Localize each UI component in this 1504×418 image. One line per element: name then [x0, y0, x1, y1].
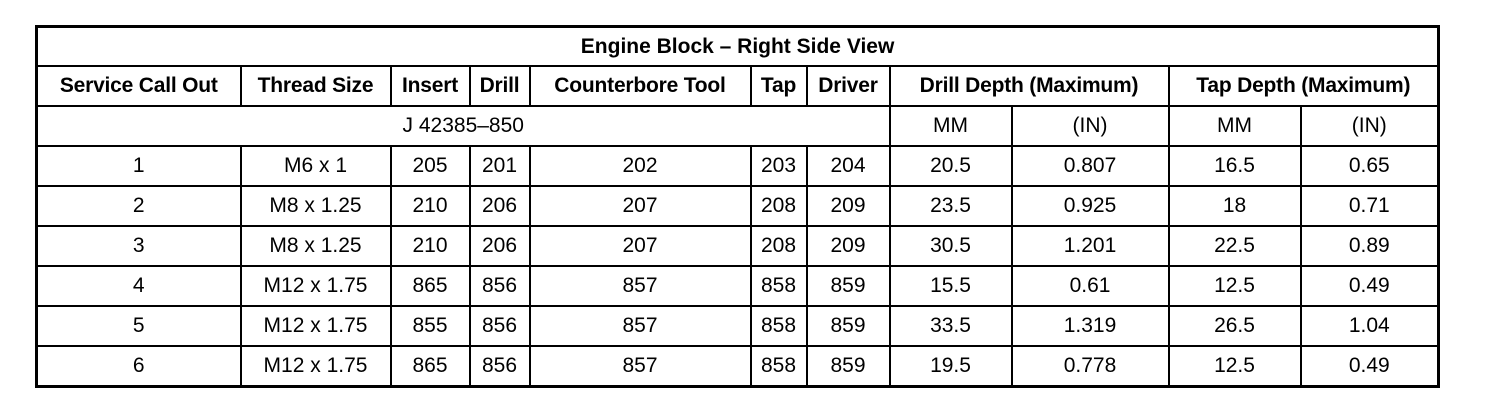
table-row: [37, 226, 1439, 266]
cell-service-call-out: 6: [37, 346, 241, 387]
cell-counterbore-tool: 202: [530, 146, 751, 186]
cell-drill-depth-mm: 20.5: [890, 146, 1012, 186]
cell-tap-depth-in: 0.49: [1301, 266, 1439, 306]
cell-tap: 203: [751, 146, 807, 186]
cell-tap-depth-in: 0.89: [1301, 226, 1439, 266]
cell-drill-depth-in: 0.778: [1012, 346, 1169, 387]
header-drill: Drill: [470, 66, 530, 106]
cell-driver: 859: [807, 266, 890, 306]
cell-tap: 208: [751, 186, 807, 226]
cell-drill-depth-mm: 30.5: [890, 226, 1012, 266]
cell-tap-depth-mm: 22.5: [1169, 226, 1301, 266]
cell-tap: 208: [751, 226, 807, 266]
cell-service-call-out: 5: [37, 306, 241, 346]
table-container: [35, 25, 1440, 388]
cell-thread-size: M8 x 1.25: [241, 186, 391, 226]
cell-tap: 858: [751, 266, 807, 306]
cell-tap-depth-in: 0.65: [1301, 146, 1439, 186]
cell-counterbore-tool: 857: [530, 346, 751, 387]
cell-counterbore-tool: 207: [530, 226, 751, 266]
unit-tap-mm: MM: [1169, 106, 1301, 146]
table-row: [37, 146, 1439, 186]
cell-driver: 209: [807, 226, 890, 266]
cell-drill-depth-in: 1.201: [1012, 226, 1169, 266]
cell-tap-depth-mm: 26.5: [1169, 306, 1301, 346]
cell-drill-depth-in: 1.319: [1012, 306, 1169, 346]
cell-thread-size: M12 x 1.75: [241, 306, 391, 346]
table-row: [37, 346, 1439, 387]
unit-drill-in: (IN): [1012, 106, 1169, 146]
cell-driver: 204: [807, 146, 890, 186]
cell-tap-depth-in: 0.71: [1301, 186, 1439, 226]
cell-service-call-out: 3: [37, 226, 241, 266]
cell-driver: 859: [807, 306, 890, 346]
cell-drill-depth-in: 0.61: [1012, 266, 1169, 306]
unit-drill-mm: MM: [890, 106, 1012, 146]
cell-tap-depth-in: 1.04: [1301, 306, 1439, 346]
header-counterbore-tool: Counterbore Tool: [530, 66, 751, 106]
cell-drill: 206: [470, 226, 530, 266]
header-tap-depth: Tap Depth (Maximum): [1169, 66, 1439, 106]
header-thread-size: Thread Size: [241, 66, 391, 106]
header-service-call-out: Service Call Out: [37, 66, 241, 106]
cell-insert: 210: [391, 186, 470, 226]
kit-label: J 42385–850: [37, 106, 890, 146]
cell-counterbore-tool: 207: [530, 186, 751, 226]
cell-drill-depth-mm: 23.5: [890, 186, 1012, 226]
cell-thread-size: M12 x 1.75: [241, 346, 391, 387]
cell-drill-depth-mm: 33.5: [890, 306, 1012, 346]
cell-tap: 858: [751, 306, 807, 346]
cell-driver: 209: [807, 186, 890, 226]
cell-service-call-out: 1: [37, 146, 241, 186]
cell-driver: 859: [807, 346, 890, 387]
cell-counterbore-tool: 857: [530, 306, 751, 346]
header-tap: Tap: [751, 66, 807, 106]
cell-insert: 855: [391, 306, 470, 346]
header-insert: Insert: [391, 66, 470, 106]
cell-thread-size: M6 x 1: [241, 146, 391, 186]
cell-service-call-out: 4: [37, 266, 241, 306]
cell-service-call-out: 2: [37, 186, 241, 226]
cell-tap-depth-mm: 16.5: [1169, 146, 1301, 186]
cell-tap-depth-mm: 12.5: [1169, 346, 1301, 387]
cell-tap-depth-in: 0.49: [1301, 346, 1439, 387]
table-body: [37, 146, 1439, 387]
cell-drill: 206: [470, 186, 530, 226]
cell-insert: 865: [391, 266, 470, 306]
header-driver: Driver: [807, 66, 890, 106]
header-drill-depth: Drill Depth (Maximum): [890, 66, 1169, 106]
cell-drill: 201: [470, 146, 530, 186]
cell-drill-depth-mm: 15.5: [890, 266, 1012, 306]
cell-counterbore-tool: 857: [530, 266, 751, 306]
table-row: [37, 266, 1439, 306]
cell-drill-depth-in: 0.925: [1012, 186, 1169, 226]
cell-drill: 856: [470, 306, 530, 346]
table-title: Engine Block – Right Side View: [37, 27, 1439, 67]
engine-block-table: [35, 25, 1440, 388]
table-row: [37, 186, 1439, 226]
table-row: [37, 306, 1439, 346]
cell-tap: 858: [751, 346, 807, 387]
cell-drill: 856: [470, 266, 530, 306]
cell-drill-depth-in: 0.807: [1012, 146, 1169, 186]
cell-insert: 210: [391, 226, 470, 266]
cell-thread-size: M8 x 1.25: [241, 226, 391, 266]
cell-tap-depth-mm: 12.5: [1169, 266, 1301, 306]
cell-tap-depth-mm: 18: [1169, 186, 1301, 226]
cell-insert: 205: [391, 146, 470, 186]
unit-tap-in: (IN): [1301, 106, 1439, 146]
cell-insert: 865: [391, 346, 470, 387]
cell-drill-depth-mm: 19.5: [890, 346, 1012, 387]
cell-drill: 856: [470, 346, 530, 387]
cell-thread-size: M12 x 1.75: [241, 266, 391, 306]
